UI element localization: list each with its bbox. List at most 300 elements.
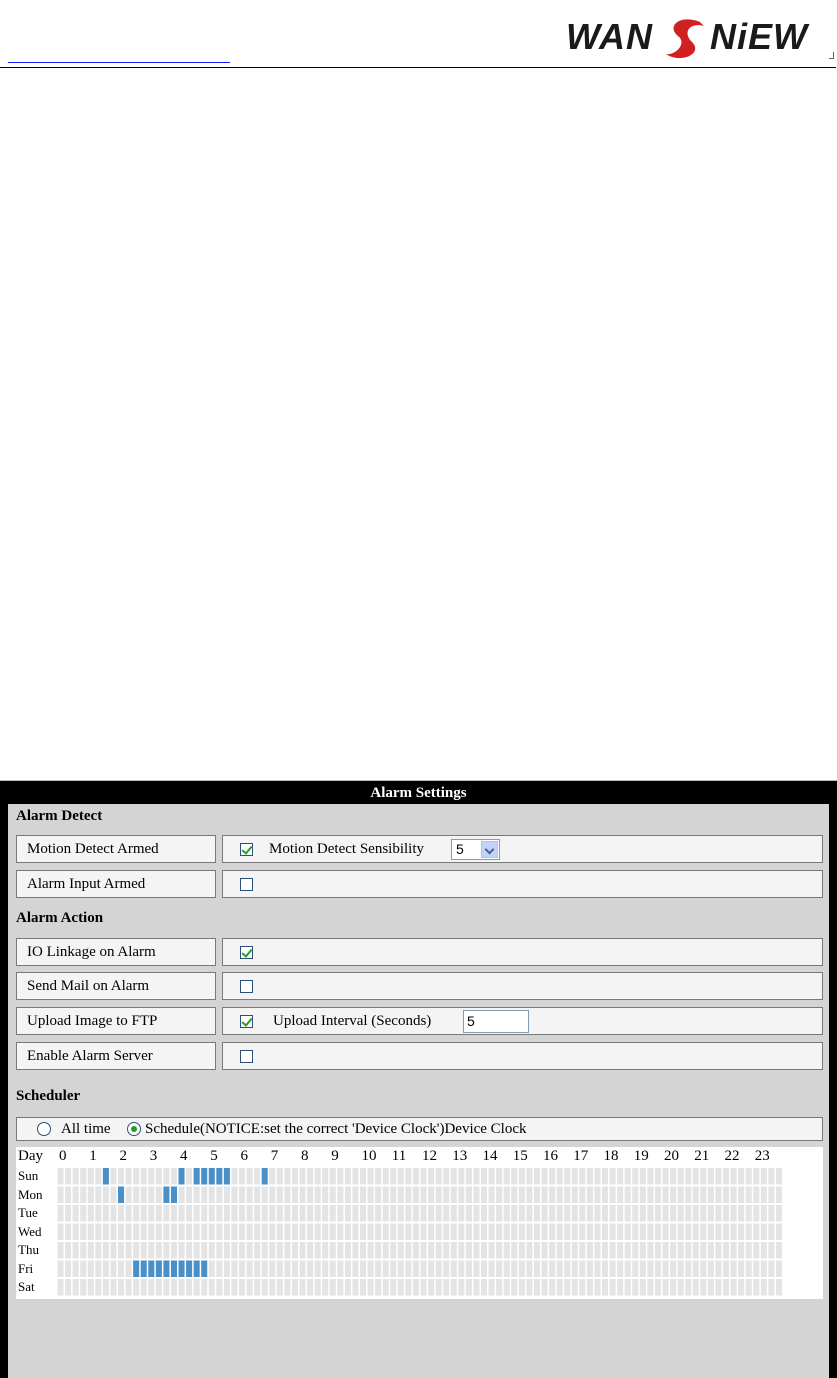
schedule-slot[interactable]: [352, 1187, 358, 1204]
schedule-slot[interactable]: [594, 1279, 600, 1296]
schedule-slot[interactable]: [156, 1187, 162, 1204]
schedule-slot[interactable]: [738, 1261, 744, 1278]
schedule-slot[interactable]: [269, 1242, 275, 1259]
schedule-slot[interactable]: [247, 1242, 253, 1259]
schedule-slot[interactable]: [133, 1242, 139, 1259]
schedule-slot[interactable]: [254, 1279, 260, 1296]
schedule-slot[interactable]: [292, 1205, 298, 1222]
schedule-slot[interactable]: [473, 1168, 479, 1185]
schedule-slot[interactable]: [708, 1168, 714, 1185]
schedule-slot[interactable]: [103, 1187, 109, 1204]
schedule-slot[interactable]: [504, 1279, 510, 1296]
schedule-slot[interactable]: [118, 1242, 124, 1259]
schedule-slot[interactable]: [693, 1187, 699, 1204]
schedule-slot[interactable]: [300, 1187, 306, 1204]
schedule-slot[interactable]: [413, 1187, 419, 1204]
schedule-slot[interactable]: [738, 1187, 744, 1204]
schedule-slot[interactable]: [549, 1168, 555, 1185]
schedule-slot[interactable]: [753, 1205, 759, 1222]
schedule-slot[interactable]: [156, 1279, 162, 1296]
schedule-slot[interactable]: [715, 1168, 721, 1185]
schedule-slot[interactable]: [731, 1205, 737, 1222]
schedule-slot[interactable]: [421, 1279, 427, 1296]
schedule-slot[interactable]: [375, 1224, 381, 1241]
schedule-slot[interactable]: [65, 1224, 71, 1241]
schedule-slot-active[interactable]: [201, 1261, 207, 1278]
schedule-slot[interactable]: [511, 1168, 517, 1185]
schedule-slot[interactable]: [163, 1279, 169, 1296]
schedule-slot-active[interactable]: [179, 1168, 185, 1185]
schedule-slot[interactable]: [375, 1279, 381, 1296]
schedule-slot[interactable]: [383, 1168, 389, 1185]
schedule-slot[interactable]: [383, 1279, 389, 1296]
schedule-slot[interactable]: [133, 1168, 139, 1185]
schedule-slot[interactable]: [708, 1279, 714, 1296]
sensibility-select[interactable]: [451, 839, 500, 860]
schedule-slot[interactable]: [239, 1205, 245, 1222]
schedule-slot[interactable]: [647, 1168, 653, 1185]
schedule-slot[interactable]: [708, 1242, 714, 1259]
schedule-slot[interactable]: [292, 1224, 298, 1241]
schedule-slot[interactable]: [383, 1242, 389, 1259]
schedule-slot[interactable]: [390, 1187, 396, 1204]
schedule-slot[interactable]: [572, 1261, 578, 1278]
schedule-slot[interactable]: [337, 1261, 343, 1278]
schedule-slot[interactable]: [73, 1168, 79, 1185]
schedule-slot[interactable]: [95, 1279, 101, 1296]
schedule-slot[interactable]: [398, 1261, 404, 1278]
schedule-slot[interactable]: [330, 1261, 336, 1278]
schedule-slot[interactable]: [617, 1205, 623, 1222]
schedule-slot[interactable]: [670, 1168, 676, 1185]
schedule-slot[interactable]: [685, 1205, 691, 1222]
alarm-input-checkbox[interactable]: [240, 878, 253, 891]
schedule-slot[interactable]: [685, 1168, 691, 1185]
schedule-slot[interactable]: [277, 1168, 283, 1185]
schedule-slot[interactable]: [345, 1224, 351, 1241]
schedule-slot[interactable]: [451, 1187, 457, 1204]
schedule-slot[interactable]: [678, 1168, 684, 1185]
schedule-slot[interactable]: [284, 1187, 290, 1204]
schedule-slot[interactable]: [141, 1168, 147, 1185]
schedule-slot[interactable]: [383, 1224, 389, 1241]
schedule-slot[interactable]: [231, 1224, 237, 1241]
schedule-slot[interactable]: [579, 1242, 585, 1259]
schedule-slot[interactable]: [481, 1224, 487, 1241]
schedule-slot[interactable]: [322, 1168, 328, 1185]
schedule-slot[interactable]: [269, 1187, 275, 1204]
schedule-slot[interactable]: [587, 1279, 593, 1296]
schedule-slot[interactable]: [526, 1261, 532, 1278]
schedule-slot[interactable]: [405, 1261, 411, 1278]
schedule-slot[interactable]: [761, 1168, 767, 1185]
schedule-slot[interactable]: [315, 1242, 321, 1259]
schedule-slot[interactable]: [473, 1224, 479, 1241]
schedule-slot[interactable]: [73, 1224, 79, 1241]
schedule-slot[interactable]: [761, 1279, 767, 1296]
schedule-slot[interactable]: [504, 1242, 510, 1259]
schedule-slot[interactable]: [413, 1242, 419, 1259]
schedule-slot[interactable]: [443, 1187, 449, 1204]
schedule-slot[interactable]: [360, 1261, 366, 1278]
schedule-slot[interactable]: [761, 1224, 767, 1241]
schedule-slot[interactable]: [436, 1261, 442, 1278]
header-link-underline[interactable]: [8, 62, 230, 63]
schedule-slot[interactable]: [171, 1279, 177, 1296]
schedule-slot[interactable]: [133, 1187, 139, 1204]
schedule-slot[interactable]: [231, 1187, 237, 1204]
schedule-slot[interactable]: [216, 1224, 222, 1241]
schedule-slot[interactable]: [58, 1205, 64, 1222]
schedule-slot[interactable]: [330, 1242, 336, 1259]
schedule-slot[interactable]: [489, 1168, 495, 1185]
schedule-slot[interactable]: [179, 1279, 185, 1296]
schedule-slot[interactable]: [723, 1242, 729, 1259]
schedule-slot[interactable]: [731, 1261, 737, 1278]
schedule-slot[interactable]: [345, 1261, 351, 1278]
schedule-slot[interactable]: [421, 1242, 427, 1259]
schedule-slot[interactable]: [557, 1242, 563, 1259]
schedule-radio[interactable]: [127, 1122, 141, 1136]
schedule-slot[interactable]: [579, 1168, 585, 1185]
schedule-slot[interactable]: [209, 1187, 215, 1204]
schedule-slot[interactable]: [262, 1224, 268, 1241]
schedule-slot[interactable]: [171, 1242, 177, 1259]
schedule-slot[interactable]: [284, 1279, 290, 1296]
schedule-slot[interactable]: [655, 1224, 661, 1241]
schedule-slot[interactable]: [80, 1261, 86, 1278]
schedule-slot[interactable]: [708, 1187, 714, 1204]
schedule-slot[interactable]: [413, 1205, 419, 1222]
schedule-slot[interactable]: [421, 1187, 427, 1204]
schedule-slot[interactable]: [708, 1224, 714, 1241]
schedule-slot[interactable]: [390, 1224, 396, 1241]
schedule-slot[interactable]: [88, 1187, 94, 1204]
schedule-slot[interactable]: [307, 1261, 313, 1278]
schedule-slot[interactable]: [436, 1168, 442, 1185]
schedule-slot-active[interactable]: [118, 1187, 124, 1204]
schedule-slot[interactable]: [337, 1224, 343, 1241]
schedule-slot[interactable]: [647, 1205, 653, 1222]
schedule-slot[interactable]: [148, 1279, 154, 1296]
schedule-slot[interactable]: [496, 1205, 502, 1222]
schedule-slot[interactable]: [708, 1261, 714, 1278]
schedule-slot[interactable]: [110, 1168, 116, 1185]
schedule-slot-active[interactable]: [194, 1168, 200, 1185]
schedule-slot[interactable]: [511, 1187, 517, 1204]
chevron-down-icon[interactable]: [481, 841, 498, 858]
schedule-slot[interactable]: [352, 1279, 358, 1296]
schedule-slot[interactable]: [632, 1187, 638, 1204]
schedule-slot[interactable]: [269, 1224, 275, 1241]
schedule-slot[interactable]: [330, 1205, 336, 1222]
schedule-slot[interactable]: [315, 1279, 321, 1296]
schedule-slot[interactable]: [678, 1279, 684, 1296]
schedule-slot[interactable]: [738, 1279, 744, 1296]
schedule-slot[interactable]: [171, 1224, 177, 1241]
schedule-slot[interactable]: [322, 1261, 328, 1278]
schedule-slot[interactable]: [594, 1224, 600, 1241]
schedule-slot[interactable]: [262, 1261, 268, 1278]
schedule-slot[interactable]: [617, 1261, 623, 1278]
schedule-slot[interactable]: [95, 1168, 101, 1185]
schedule-slot[interactable]: [405, 1242, 411, 1259]
schedule-slot[interactable]: [224, 1205, 230, 1222]
schedule-slot[interactable]: [693, 1261, 699, 1278]
schedule-slot[interactable]: [466, 1261, 472, 1278]
schedule-slot[interactable]: [65, 1279, 71, 1296]
schedule-slot[interactable]: [549, 1279, 555, 1296]
schedule-slot[interactable]: [610, 1224, 616, 1241]
schedule-slot[interactable]: [95, 1205, 101, 1222]
schedule-slot-active[interactable]: [133, 1261, 139, 1278]
schedule-slot[interactable]: [731, 1187, 737, 1204]
schedule-slot[interactable]: [201, 1279, 207, 1296]
schedule-slot[interactable]: [247, 1279, 253, 1296]
schedule-slot[interactable]: [519, 1205, 525, 1222]
schedule-slot[interactable]: [504, 1205, 510, 1222]
schedule-slot[interactable]: [625, 1279, 631, 1296]
schedule-slot[interactable]: [594, 1187, 600, 1204]
schedule-slot[interactable]: [504, 1261, 510, 1278]
schedule-slot[interactable]: [715, 1224, 721, 1241]
schedule-slot[interactable]: [73, 1279, 79, 1296]
schedule-slot-active[interactable]: [201, 1168, 207, 1185]
schedule-slot[interactable]: [738, 1205, 744, 1222]
schedule-slot[interactable]: [443, 1205, 449, 1222]
schedule-slot[interactable]: [738, 1242, 744, 1259]
schedule-slot[interactable]: [731, 1242, 737, 1259]
schedule-slot[interactable]: [768, 1279, 774, 1296]
schedule-slot[interactable]: [368, 1168, 374, 1185]
schedule-slot[interactable]: [746, 1205, 752, 1222]
schedule-slot[interactable]: [670, 1242, 676, 1259]
schedule-slot[interactable]: [216, 1205, 222, 1222]
schedule-slot[interactable]: [247, 1168, 253, 1185]
schedule-slot[interactable]: [572, 1205, 578, 1222]
schedule-slot[interactable]: [647, 1224, 653, 1241]
schedule-slot[interactable]: [65, 1205, 71, 1222]
schedule-slot[interactable]: [375, 1242, 381, 1259]
schedule-slot[interactable]: [58, 1224, 64, 1241]
schedule-slot[interactable]: [776, 1279, 782, 1296]
schedule-slot[interactable]: [254, 1168, 260, 1185]
schedule-slot[interactable]: [776, 1168, 782, 1185]
schedule-slot[interactable]: [564, 1242, 570, 1259]
schedule-slot[interactable]: [526, 1168, 532, 1185]
schedule-slot[interactable]: [126, 1242, 132, 1259]
schedule-slot[interactable]: [625, 1242, 631, 1259]
schedule-slot[interactable]: [405, 1205, 411, 1222]
schedule-slot[interactable]: [156, 1242, 162, 1259]
schedule-slot[interactable]: [610, 1205, 616, 1222]
schedule-slot[interactable]: [746, 1187, 752, 1204]
schedule-slot[interactable]: [542, 1261, 548, 1278]
schedule-slot[interactable]: [436, 1187, 442, 1204]
schedule-slot[interactable]: [587, 1205, 593, 1222]
schedule-slot[interactable]: [390, 1205, 396, 1222]
schedule-slot[interactable]: [436, 1224, 442, 1241]
schedule-slot[interactable]: [640, 1224, 646, 1241]
schedule-slot[interactable]: [405, 1279, 411, 1296]
schedule-slot[interactable]: [481, 1187, 487, 1204]
schedule-slot[interactable]: [481, 1168, 487, 1185]
schedule-slot-active[interactable]: [163, 1261, 169, 1278]
schedule-slot[interactable]: [277, 1205, 283, 1222]
schedule-slot[interactable]: [738, 1224, 744, 1241]
schedule-slot[interactable]: [133, 1205, 139, 1222]
schedule-slot[interactable]: [451, 1279, 457, 1296]
schedule-slot-active[interactable]: [194, 1261, 200, 1278]
schedule-slot-active[interactable]: [224, 1168, 230, 1185]
schedule-slot[interactable]: [262, 1187, 268, 1204]
schedule-slot[interactable]: [526, 1242, 532, 1259]
schedule-slot[interactable]: [542, 1168, 548, 1185]
schedule-slot[interactable]: [141, 1279, 147, 1296]
schedule-slot[interactable]: [80, 1224, 86, 1241]
schedule-slot[interactable]: [322, 1205, 328, 1222]
schedule-slot[interactable]: [761, 1261, 767, 1278]
schedule-slot[interactable]: [746, 1168, 752, 1185]
schedule-slot-active[interactable]: [141, 1261, 147, 1278]
schedule-slot[interactable]: [564, 1279, 570, 1296]
schedule-slot[interactable]: [307, 1187, 313, 1204]
schedule-slot[interactable]: [390, 1242, 396, 1259]
schedule-slot[interactable]: [451, 1224, 457, 1241]
schedule-slot[interactable]: [473, 1242, 479, 1259]
schedule-slot[interactable]: [511, 1279, 517, 1296]
schedule-slot[interactable]: [663, 1205, 669, 1222]
schedule-slot[interactable]: [549, 1205, 555, 1222]
schedule-slot[interactable]: [564, 1261, 570, 1278]
send-mail-checkbox[interactable]: [240, 980, 253, 993]
schedule-slot[interactable]: [655, 1242, 661, 1259]
schedule-slot[interactable]: [496, 1279, 502, 1296]
schedule-slot[interactable]: [148, 1168, 154, 1185]
alarm-server-checkbox[interactable]: [240, 1050, 253, 1063]
schedule-slot[interactable]: [262, 1205, 268, 1222]
schedule-slot[interactable]: [670, 1224, 676, 1241]
schedule-slot[interactable]: [254, 1242, 260, 1259]
schedule-slot[interactable]: [685, 1242, 691, 1259]
schedule-slot[interactable]: [428, 1242, 434, 1259]
schedule-slot[interactable]: [602, 1205, 608, 1222]
schedule-slot-active[interactable]: [171, 1187, 177, 1204]
schedule-slot[interactable]: [224, 1279, 230, 1296]
schedule-slot[interactable]: [587, 1261, 593, 1278]
schedule-slot[interactable]: [80, 1187, 86, 1204]
schedule-slot[interactable]: [451, 1242, 457, 1259]
schedule-slot[interactable]: [118, 1168, 124, 1185]
schedule-slot[interactable]: [209, 1205, 215, 1222]
schedule-slot[interactable]: [163, 1168, 169, 1185]
schedule-slot[interactable]: [663, 1224, 669, 1241]
schedule-slot-active[interactable]: [163, 1187, 169, 1204]
schedule-slot[interactable]: [103, 1224, 109, 1241]
schedule-slot[interactable]: [186, 1187, 192, 1204]
schedule-slot[interactable]: [587, 1224, 593, 1241]
schedule-slot[interactable]: [307, 1279, 313, 1296]
schedule-slot[interactable]: [398, 1224, 404, 1241]
schedule-slot[interactable]: [761, 1205, 767, 1222]
schedule-slot[interactable]: [663, 1187, 669, 1204]
schedule-slot[interactable]: [239, 1168, 245, 1185]
schedule-slot[interactable]: [731, 1168, 737, 1185]
schedule-slot[interactable]: [572, 1242, 578, 1259]
schedule-slot[interactable]: [421, 1224, 427, 1241]
schedule-slot[interactable]: [655, 1205, 661, 1222]
schedule-slot[interactable]: [458, 1187, 464, 1204]
schedule-slot[interactable]: [88, 1205, 94, 1222]
schedule-slot[interactable]: [451, 1205, 457, 1222]
schedule-slot[interactable]: [587, 1187, 593, 1204]
schedule-slot[interactable]: [194, 1187, 200, 1204]
schedule-slot[interactable]: [489, 1224, 495, 1241]
schedule-slot[interactable]: [678, 1187, 684, 1204]
schedule-slot[interactable]: [322, 1224, 328, 1241]
schedule-slot[interactable]: [337, 1279, 343, 1296]
schedule-slot[interactable]: [360, 1279, 366, 1296]
schedule-slot[interactable]: [557, 1187, 563, 1204]
schedule-slot[interactable]: [231, 1242, 237, 1259]
schedule-slot[interactable]: [776, 1261, 782, 1278]
schedule-slot[interactable]: [723, 1205, 729, 1222]
schedule-slot[interactable]: [194, 1279, 200, 1296]
schedule-slot[interactable]: [421, 1205, 427, 1222]
schedule-slot[interactable]: [413, 1168, 419, 1185]
schedule-slot[interactable]: [398, 1205, 404, 1222]
schedule-slot[interactable]: [95, 1187, 101, 1204]
schedule-slot[interactable]: [224, 1224, 230, 1241]
schedule-slot[interactable]: [390, 1261, 396, 1278]
schedule-slot[interactable]: [625, 1224, 631, 1241]
schedule-slot[interactable]: [761, 1187, 767, 1204]
schedule-slot[interactable]: [88, 1242, 94, 1259]
schedule-slot[interactable]: [141, 1187, 147, 1204]
schedule-slot[interactable]: [708, 1205, 714, 1222]
schedule-slot[interactable]: [398, 1187, 404, 1204]
schedule-slot[interactable]: [746, 1279, 752, 1296]
schedule-slot[interactable]: [715, 1242, 721, 1259]
schedule-slot[interactable]: [65, 1168, 71, 1185]
schedule-slot[interactable]: [579, 1261, 585, 1278]
schedule-slot[interactable]: [352, 1261, 358, 1278]
schedule-slot[interactable]: [519, 1279, 525, 1296]
schedule-slot[interactable]: [201, 1205, 207, 1222]
schedule-slot[interactable]: [564, 1187, 570, 1204]
schedule-slot[interactable]: [73, 1205, 79, 1222]
schedule-slot[interactable]: [670, 1205, 676, 1222]
schedule-slot[interactable]: [632, 1168, 638, 1185]
schedule-slot[interactable]: [511, 1242, 517, 1259]
schedule-slot[interactable]: [163, 1242, 169, 1259]
schedule-slot[interactable]: [80, 1168, 86, 1185]
schedule-slot[interactable]: [572, 1224, 578, 1241]
schedule-slot[interactable]: [277, 1279, 283, 1296]
schedule-slot[interactable]: [337, 1168, 343, 1185]
schedule-slot[interactable]: [768, 1261, 774, 1278]
schedule-slot[interactable]: [209, 1279, 215, 1296]
schedule-slot[interactable]: [542, 1205, 548, 1222]
schedule-slot[interactable]: [413, 1261, 419, 1278]
schedule-slot[interactable]: [602, 1261, 608, 1278]
schedule-slot[interactable]: [504, 1168, 510, 1185]
schedule-slot[interactable]: [284, 1205, 290, 1222]
schedule-slot[interactable]: [670, 1187, 676, 1204]
schedule-slot[interactable]: [647, 1261, 653, 1278]
schedule-slot[interactable]: [186, 1242, 192, 1259]
schedule-slot[interactable]: [617, 1242, 623, 1259]
